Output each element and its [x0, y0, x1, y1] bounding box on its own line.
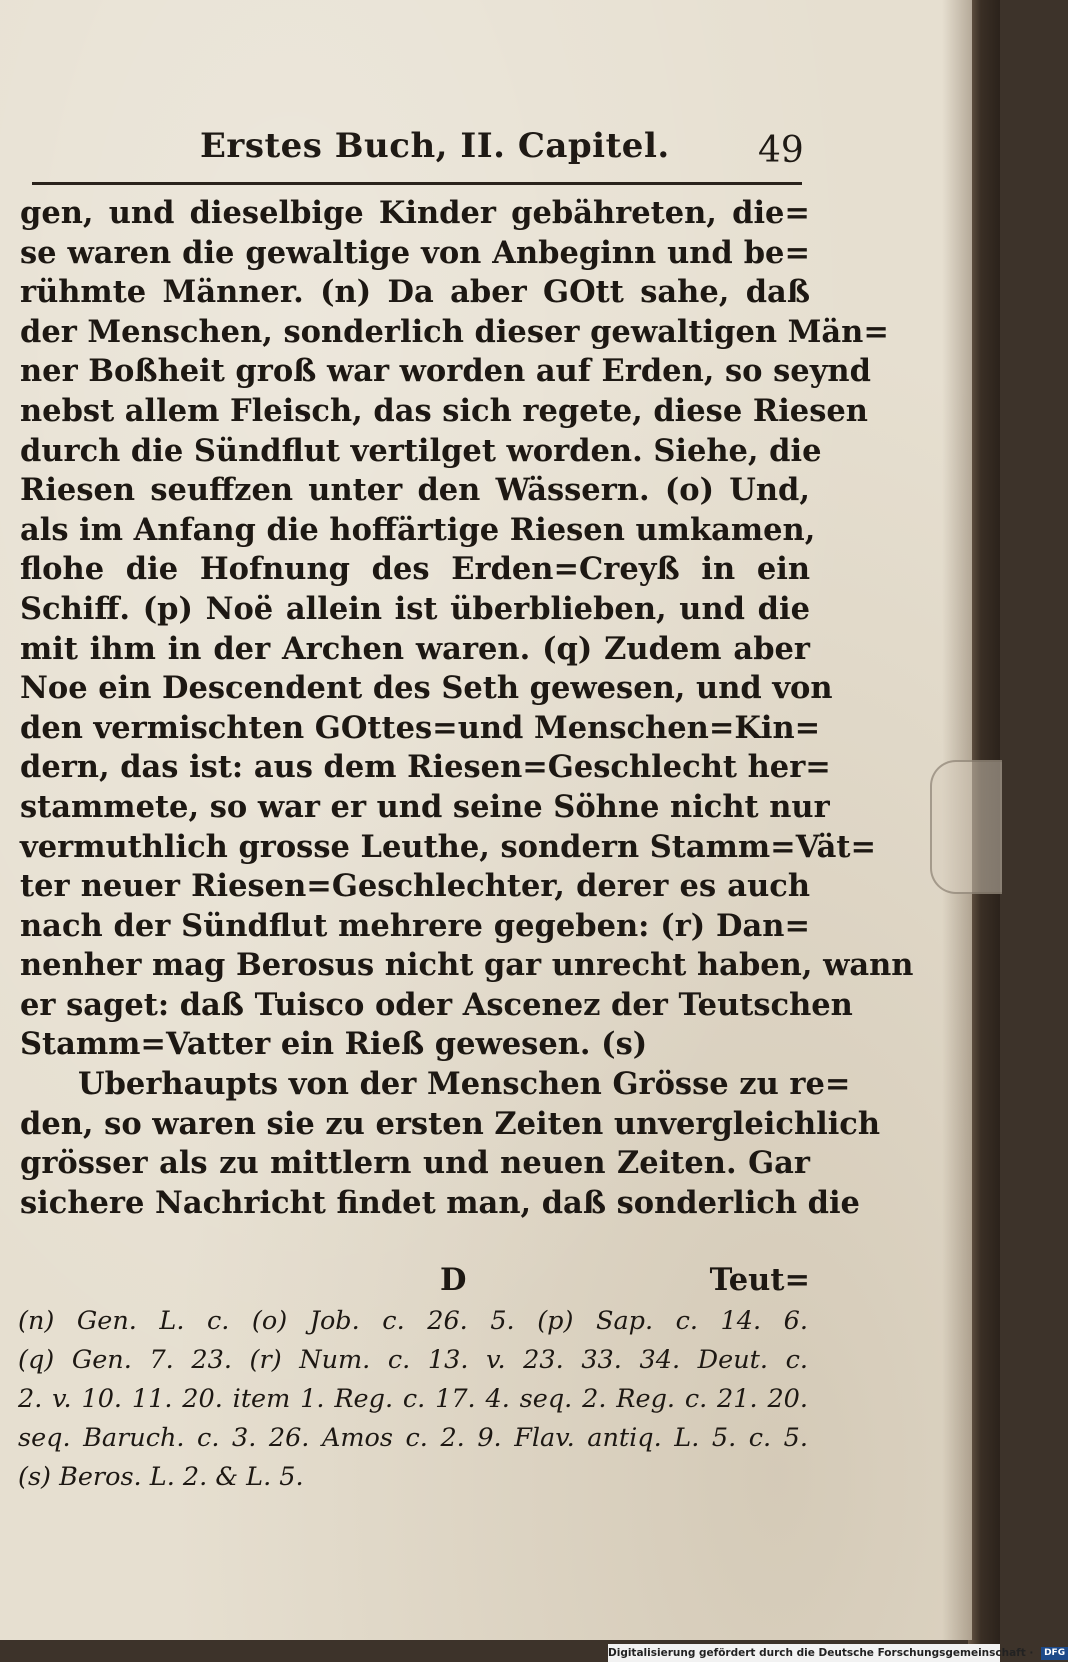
text-line: Noe ein Descendent des Seth gewesen, und von: [20, 670, 833, 707]
catchword: Teut=: [709, 1262, 810, 1298]
dfg-logo: DFG: [1041, 1647, 1068, 1660]
text-line: Riesen seuffzen unter den Wässern. (o) Und,: [20, 472, 810, 509]
text-line: nach der Sündflut mehrere gegeben: (r) Dan=: [20, 907, 810, 944]
text-line: rühmte Männer. (n) Da aber GOtt sahe, daß: [20, 274, 810, 311]
text-line: durch die Sündflut vertilget worden. Siehe, die: [20, 432, 822, 469]
text-line: ner Boßheit groß war worden auf Erden, so seynd: [20, 353, 871, 390]
text-line: er saget: daß Tuisco oder Ascenez der Teutschen: [20, 986, 853, 1023]
text-line: mit ihm in der Archen waren. (q) Zudem aber: [20, 630, 810, 667]
running-head-title: Erstes Buch, II. Capitel.: [200, 126, 670, 166]
text-line: dern, das ist: aus dem Riesen=Geschlecht her=: [20, 749, 831, 786]
text-line: den, so waren sie zu ersten Zeiten unvergleichlich: [20, 1105, 881, 1142]
footnote-line: (s) Beros. L. 2. & L. 5.: [18, 1462, 304, 1492]
footnote-line: seq. Baruch. c. 3. 26. Amos c. 2. 9. Flav. antiq. L. 5. c. 5.: [18, 1423, 808, 1453]
text-line: nenher mag Berosus nicht gar unrecht haben, wann: [20, 947, 914, 984]
footer-text: Digitalisierung gefördert durch die Deutsche Forschungsgemeinschaft ·: [608, 1647, 1034, 1659]
text-line: den vermischten GOttes=und Menschen=Kin=: [20, 709, 821, 746]
text-line: Uberhaupts von der Menschen Grösse zu re=: [78, 1066, 851, 1103]
text-line: gen, und dieselbige Kinder gebähreten, die=: [20, 195, 810, 231]
text-line: ter neuer Riesen=Geschlechter, derer es auch: [20, 868, 810, 905]
footnote-line: 2. v. 10. 11. 20. item 1. Reg. c. 17. 4. seq. 2. Reg. c. 21. 20.: [18, 1384, 808, 1414]
text-line: Stamm=Vatter ein Rieß gewesen. (s): [20, 1026, 648, 1063]
body-text: [20, 194, 914, 1223]
footnotes: [18, 1302, 808, 1497]
footnote-line: (q) Gen. 7. 23. (r) Num. c. 13. v. 23. 33. 34. Deut. c.: [18, 1345, 808, 1375]
footnote-line: (n) Gen. L. c. (o) Job. c. 26. 5. (p) Sap. c. 14. 6.: [18, 1306, 808, 1336]
catchword-line: [20, 1260, 810, 1300]
header-rule: [32, 182, 802, 185]
text-line: nebst allem Fleisch, das sich regete, diese Riesen: [20, 392, 868, 429]
text-line: als im Anfang die hoffärtige Riesen umkamen,: [20, 511, 816, 548]
text-line: der Menschen, sonderlich dieser gewaltigen Män=: [20, 313, 889, 350]
page-number: 49: [758, 130, 804, 171]
page-clip: [930, 760, 1002, 894]
text-line: stammete, so war er und seine Söhne nicht nur: [20, 788, 830, 825]
text-line: vermuthlich grosse Leuthe, sondern Stamm=Vät=: [20, 828, 877, 865]
text-line: se waren die gewaltige von Anbeginn und be=: [20, 234, 810, 271]
text-line: Schiff. (p) Noë allein ist überblieben, und die: [20, 590, 810, 627]
signature-mark: D: [440, 1262, 467, 1298]
text-line: sichere Nachricht findet man, daß sonderlich die: [20, 1184, 860, 1221]
text-line: grösser als zu mittlern und neuen Zeiten. Gar: [20, 1145, 810, 1182]
text-line: flohe die Hofnung des Erden=Creyß in ein: [20, 551, 810, 588]
digitization-footer: [608, 1644, 1066, 1662]
